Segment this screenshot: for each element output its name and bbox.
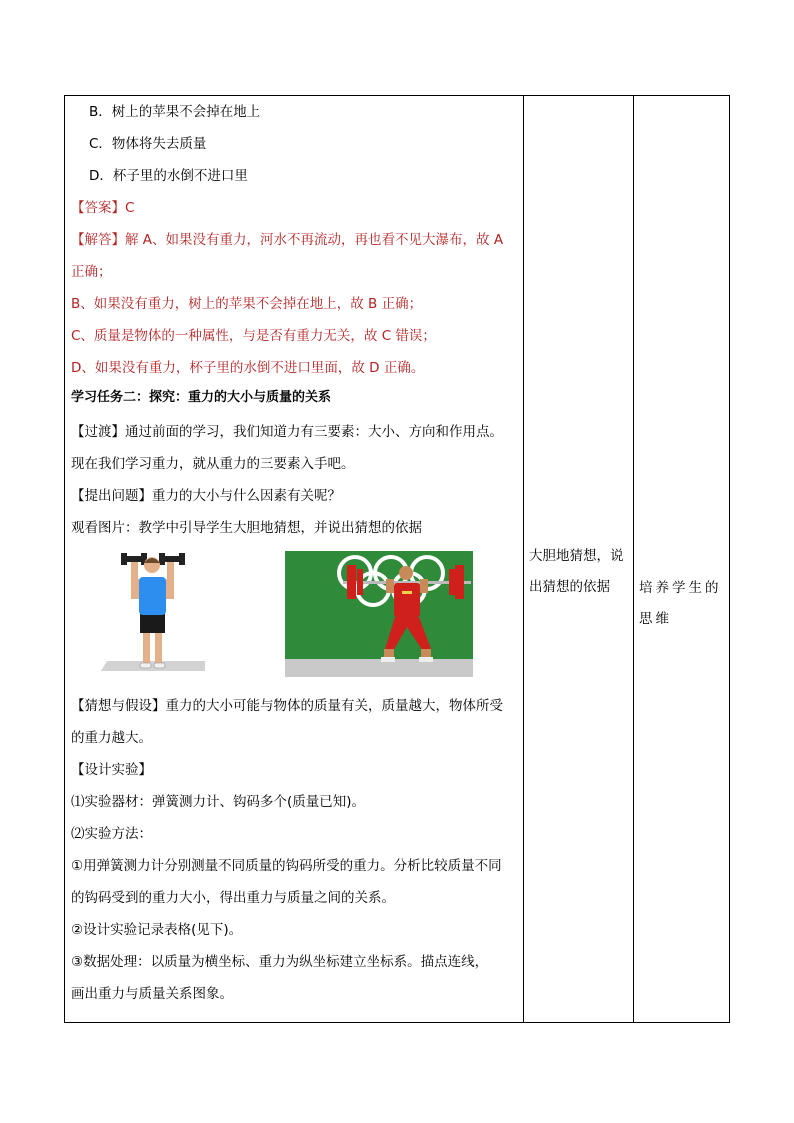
transition-line-2: 现在我们学习重力，就从重力的三要素入手吧。 (71, 456, 355, 472)
design-intent-line-2: 思维 (639, 611, 672, 627)
option-c: C．物体将失去质量 (89, 136, 207, 152)
method-line-2: 的钩码受到的重力大小，得出重力与质量之间的关系。 (71, 890, 395, 906)
option-d: D．杯子里的水倒不进口里 (89, 168, 248, 184)
dumbbell-man-image (99, 541, 207, 673)
column-divider-2 (633, 96, 634, 1022)
content-column (65, 96, 523, 1022)
solution-line-5: D、如果没有重力，杯子里的水倒不进口里面，故 D 正确。 (71, 360, 425, 376)
observe-line: 观看图片：教学中引导学生大胆地猜想，并说出猜想的依据 (71, 520, 422, 536)
method-line-1: ①用弹簧测力计分别测量不同质量的钩码所受的重力。分析比较质量不同 (71, 858, 502, 874)
column-divider-1 (523, 96, 524, 1022)
transition-line-1: 【过渡】通过前面的学习，我们知道力有三要素：大小、方向和作用点。 (71, 424, 503, 440)
method-line-4: ③数据处理：以质量为横坐标、重力为纵坐标建立坐标系。描点连线， (71, 954, 489, 970)
method-heading: ⑵实验方法： (71, 826, 152, 842)
answer-line: 【答案】C (71, 200, 135, 216)
lesson-table (64, 95, 730, 1023)
task-heading: 学习任务二：探究：重力的大小与质量的关系 (71, 390, 332, 405)
hypothesis-line-1: 【猜想与假设】重力的大小可能与物体的质量有关，质量越大，物体所受 (71, 698, 503, 714)
solution-line-4: C、质量是物体的一种属性，与是否有重力无关，故 C 错误； (71, 328, 436, 344)
solution-line-2: 正确； (71, 264, 112, 280)
question-line: 【提出问题】重力的大小与什么因素有关呢？ (71, 488, 341, 504)
student-activity-line-1: 大胆地猜想，说 (529, 548, 624, 564)
design-intent-cell (639, 573, 725, 635)
hypothesis-line-2: 的重力越大。 (71, 730, 152, 746)
option-b: B．树上的苹果不会掉在地上 (89, 104, 261, 120)
weightlifter-image (285, 551, 473, 677)
method-line-3: ②设计实验记录表格(见下)。 (71, 922, 243, 938)
student-activity-cell (529, 541, 629, 603)
design-intent-line-1: 培养学生的 (639, 580, 722, 596)
student-activity-line-2: 出猜想的依据 (529, 579, 610, 595)
solution-line-1: 【解答】解 A、如果没有重力，河水不再流动，再也看不见大瀑布，故 A (71, 232, 504, 248)
solution-line-3: B、如果没有重力，树上的苹果不会掉在地上，故 B 正确； (71, 296, 423, 312)
design-heading: 【设计实验】 (71, 762, 152, 778)
materials-line: ⑴实验器材：弹簧测力计、钩码多个(质量已知)。 (71, 794, 366, 810)
method-line-5: 画出重力与质量关系图象。 (71, 986, 233, 1002)
